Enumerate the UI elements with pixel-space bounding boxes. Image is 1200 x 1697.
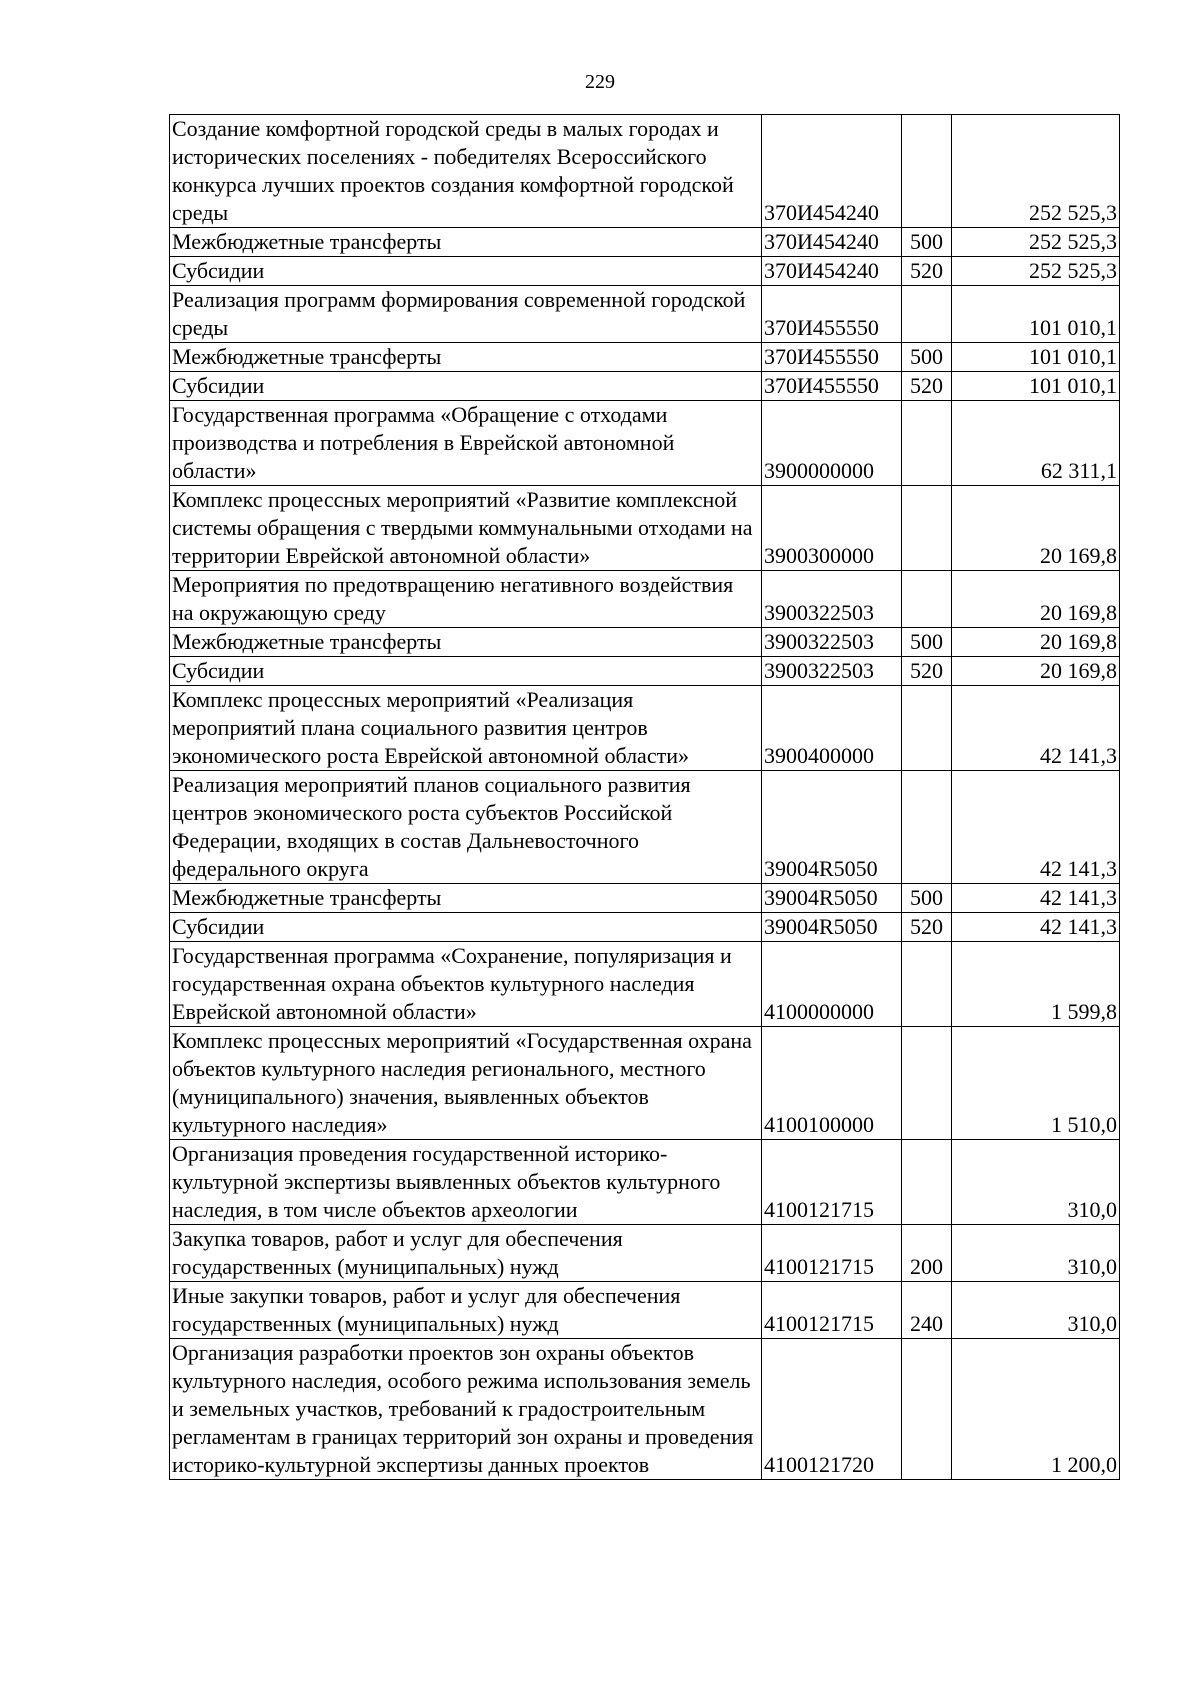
row-sum: 101 010,1 <box>952 343 1120 372</box>
row-type: 520 <box>902 257 952 286</box>
row-sum: 252 525,3 <box>952 228 1120 257</box>
row-name: Комплекс процессных мероприятий «Реализация мероприятий плана социального развития центров экономического роста Еврейской автономной области» <box>170 686 762 771</box>
row-name: Организация проведения государственной историко-культурной экспертизы выявленных объектов культурного наследия, в том числе объектов археологии <box>170 1140 762 1225</box>
row-sum: 101 010,1 <box>952 286 1120 343</box>
table-row <box>170 686 1120 771</box>
row-code: 3900400000 <box>762 686 902 771</box>
row-code: 370И455550 <box>762 343 902 372</box>
row-code: 370И454240 <box>762 228 902 257</box>
table-row <box>170 942 1120 1027</box>
row-type <box>902 401 952 486</box>
row-type <box>902 771 952 884</box>
table-row <box>170 1027 1120 1140</box>
row-code: 4100000000 <box>762 942 902 1027</box>
row-name: Межбюджетные трансферты <box>170 884 762 913</box>
row-name: Межбюджетные трансферты <box>170 628 762 657</box>
table-row <box>170 401 1120 486</box>
table-row <box>170 771 1120 884</box>
row-type <box>902 286 952 343</box>
row-type <box>902 115 952 228</box>
row-sum: 42 141,3 <box>952 771 1120 884</box>
row-type <box>902 486 952 571</box>
table-row <box>170 628 1120 657</box>
row-sum: 42 141,3 <box>952 884 1120 913</box>
table-row <box>170 884 1120 913</box>
table-row <box>170 657 1120 686</box>
row-name: Субсидии <box>170 372 762 401</box>
row-sum: 252 525,3 <box>952 115 1120 228</box>
row-name: Комплекс процессных мероприятий «Государственная охрана объектов культурного наследия регионального, местного (муниципального) значения, выявленных объектов культурного наследия» <box>170 1027 762 1140</box>
row-type: 200 <box>902 1225 952 1282</box>
row-name: Межбюджетные трансферты <box>170 228 762 257</box>
row-sum: 1 200,0 <box>952 1339 1120 1480</box>
table-row <box>170 571 1120 628</box>
row-sum: 310,0 <box>952 1140 1120 1225</box>
row-sum: 20 169,8 <box>952 486 1120 571</box>
row-name: Организация разработки проектов зон охраны объектов культурного наследия, особого режима использования земель и земельных участков, требований к градостроительным регламентам в границах территорий зон охраны и проведения историко-культурной экспертизы данных проектов <box>170 1339 762 1480</box>
row-sum: 310,0 <box>952 1225 1120 1282</box>
row-sum: 42 141,3 <box>952 913 1120 942</box>
table-row <box>170 115 1120 228</box>
table-row <box>170 1140 1120 1225</box>
row-name: Субсидии <box>170 257 762 286</box>
table-row <box>170 257 1120 286</box>
row-type: 500 <box>902 884 952 913</box>
row-sum: 42 141,3 <box>952 686 1120 771</box>
row-name: Мероприятия по предотвращению негативного воздействия на окружающую среду <box>170 571 762 628</box>
row-name: Комплекс процессных мероприятий «Развитие комплексной системы обращения с твердыми коммунальными отходами на территории Еврейской автономной области» <box>170 486 762 571</box>
row-code: 3900322503 <box>762 628 902 657</box>
row-name: Иные закупки товаров, работ и услуг для обеспечения государственных (муниципальных) нужд <box>170 1282 762 1339</box>
row-code: 4100121715 <box>762 1140 902 1225</box>
row-type: 240 <box>902 1282 952 1339</box>
table-row <box>170 913 1120 942</box>
row-type: 500 <box>902 228 952 257</box>
table-row <box>170 228 1120 257</box>
row-name: Реализация мероприятий планов социального развития центров экономического роста субъектов Российской Федерации, входящих в состав Дальневосточного федерального округа <box>170 771 762 884</box>
row-code: 370И454240 <box>762 257 902 286</box>
row-name: Реализация программ формирования современной городской среды <box>170 286 762 343</box>
row-sum: 1 510,0 <box>952 1027 1120 1140</box>
row-code: 3900000000 <box>762 401 902 486</box>
budget-table <box>169 114 1120 1480</box>
row-code: 4100121715 <box>762 1282 902 1339</box>
row-code: 3900300000 <box>762 486 902 571</box>
row-type <box>902 686 952 771</box>
row-code: 3900322503 <box>762 657 902 686</box>
row-type: 520 <box>902 657 952 686</box>
row-code: 4100121715 <box>762 1225 902 1282</box>
row-sum: 20 169,8 <box>952 657 1120 686</box>
row-code: 370И455550 <box>762 372 902 401</box>
table-row <box>170 372 1120 401</box>
table-row <box>170 1225 1120 1282</box>
row-name: Межбюджетные трансферты <box>170 343 762 372</box>
row-type <box>902 1027 952 1140</box>
row-code: 3900322503 <box>762 571 902 628</box>
table-row <box>170 486 1120 571</box>
row-sum: 1 599,8 <box>952 942 1120 1027</box>
row-name: Государственная программа «Сохранение, популяризация и государственная охрана объектов культурного наследия Еврейской автономной области» <box>170 942 762 1027</box>
row-name: Создание комфортной городской среды в малых городах и исторических поселениях - победителях Всероссийского конкурса лучших проектов создания комфортной городской среды <box>170 115 762 228</box>
row-sum: 310,0 <box>952 1282 1120 1339</box>
row-name: Субсидии <box>170 913 762 942</box>
row-type <box>902 571 952 628</box>
row-type: 500 <box>902 628 952 657</box>
row-sum: 62 311,1 <box>952 401 1120 486</box>
row-type <box>902 1140 952 1225</box>
row-code: 370И455550 <box>762 286 902 343</box>
row-code: 39004R5050 <box>762 771 902 884</box>
row-type: 500 <box>902 343 952 372</box>
row-code: 370И454240 <box>762 115 902 228</box>
table-row <box>170 286 1120 343</box>
row-sum: 252 525,3 <box>952 257 1120 286</box>
row-sum: 20 169,8 <box>952 628 1120 657</box>
row-sum: 101 010,1 <box>952 372 1120 401</box>
table-row <box>170 343 1120 372</box>
table-row <box>170 1282 1120 1339</box>
row-code: 39004R5050 <box>762 913 902 942</box>
row-name: Государственная программа «Обращение с отходами производства и потребления в Еврейской автономной области» <box>170 401 762 486</box>
row-name: Субсидии <box>170 657 762 686</box>
row-type: 520 <box>902 913 952 942</box>
table-row <box>170 1339 1120 1480</box>
row-sum: 20 169,8 <box>952 571 1120 628</box>
row-code: 4100121720 <box>762 1339 902 1480</box>
page-number: 229 <box>585 71 615 93</box>
row-type <box>902 1339 952 1480</box>
row-name: Закупка товаров, работ и услуг для обеспечения государственных (муниципальных) нужд <box>170 1225 762 1282</box>
row-code: 4100100000 <box>762 1027 902 1140</box>
row-code: 39004R5050 <box>762 884 902 913</box>
row-type: 520 <box>902 372 952 401</box>
row-type <box>902 942 952 1027</box>
